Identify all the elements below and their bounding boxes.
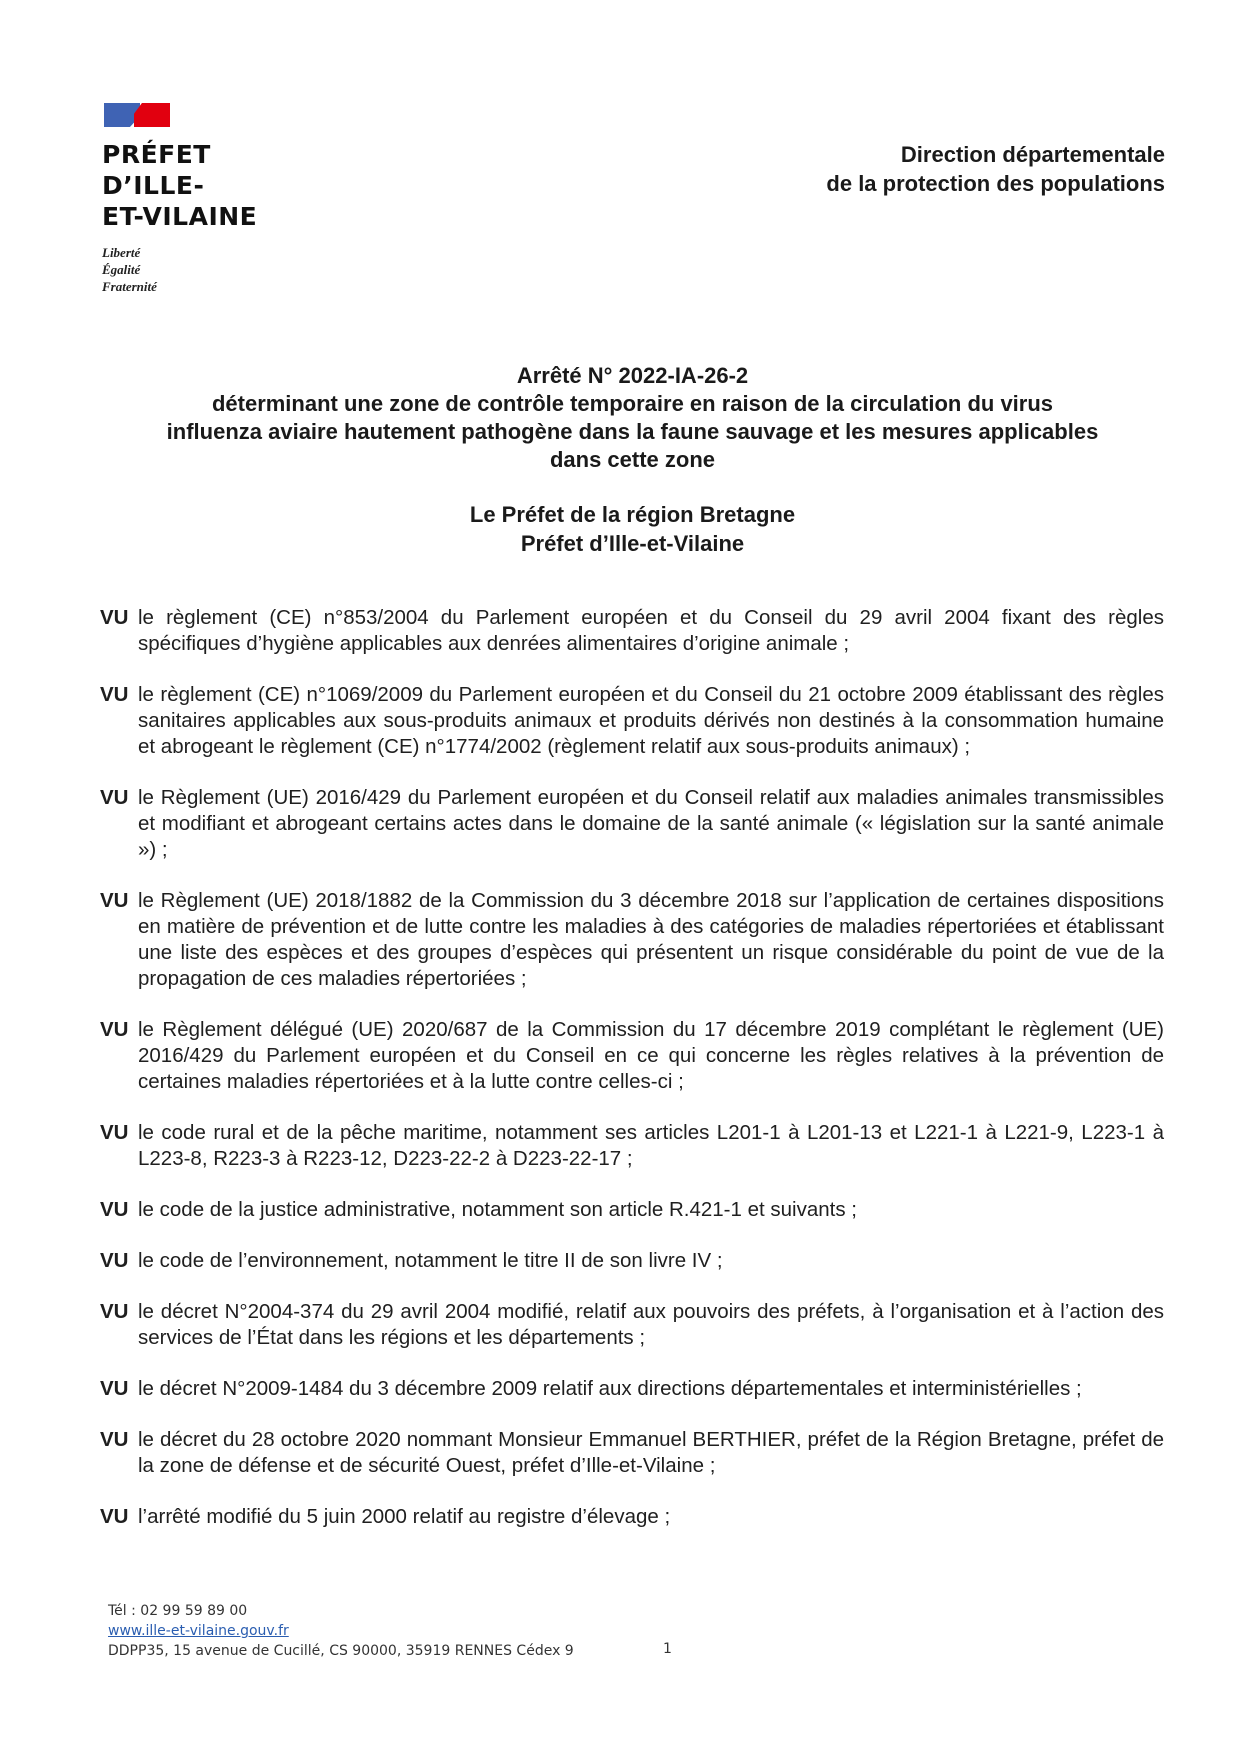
vu-label: VU <box>100 1427 129 1451</box>
vu-text: le Règlement (UE) 2018/1882 de la Commission du 3 décembre 2018 sur l’application de certaines dispositions en matière de prévention et de lutte contre les maladies à des catégories de maladies répertoriées et établissant une liste des espèces et des groupes d’espèces qui présentent un risque considérable du point de vue de la propagation de ces maladies répertoriées ; <box>138 888 1164 990</box>
authority-line: Le Préfet de la région Bretagne <box>469 502 796 527</box>
vu-item <box>100 1504 1164 1530</box>
vu-item <box>100 605 1164 657</box>
issuing-authority <box>95 500 1170 558</box>
vu-text: le décret N°2004-374 du 29 avril 2004 modifié, relatif aux pouvoirs des préfets, à l’organisation et à l’action des services de l’État dans les régions et les départements ; <box>138 1299 1164 1349</box>
decree-subject-line: dans cette zone <box>549 447 716 472</box>
flag-red-part <box>134 103 170 127</box>
vu-item <box>100 682 1164 760</box>
vu-label: VU <box>100 1299 129 1323</box>
footer-address: DDPP35, 15 avenue de Cucillé, CS 90000, 35919 RENNES Cédex 9 <box>108 1643 574 1659</box>
vu-label: VU <box>100 888 129 912</box>
page-number: 1 <box>663 1641 672 1657</box>
vu-item <box>100 1299 1164 1351</box>
prefecture-logo <box>102 103 257 295</box>
vu-text: le règlement (CE) n°853/2004 du Parlement européen et du Conseil du 29 avril 2004 fixant des règles spécifiques d’hygiène applicables aux denrées alimentaires d’origine animale ; <box>138 605 1164 655</box>
republic-motto <box>102 244 257 295</box>
vu-text: le code de l’environnement, notamment le titre II de son livre IV ; <box>138 1248 723 1272</box>
vu-item <box>100 1248 1164 1274</box>
vu-label: VU <box>100 1504 129 1528</box>
footer-website-link[interactable]: www.ille-et-vilaine.gouv.fr <box>108 1623 289 1639</box>
vu-label: VU <box>100 785 129 809</box>
issuing-direction <box>826 140 1165 198</box>
vu-text: le règlement (CE) n°1069/2009 du Parlement européen et du Conseil du 21 octobre 2009 établissant des règles sanitaires applicables aux sous-produits animaux et produits dérivés non destinés à la consommation humaine et abrogeant le règlement (CE) n°1774/2002 (règlement relatif aux sous-produits animaux) ; <box>138 682 1164 758</box>
vu-label: VU <box>100 682 129 706</box>
footer-phone: Tél : 02 99 59 89 00 <box>108 1603 248 1619</box>
decree-number: Arrêté N° 2022-IA-26-2 <box>516 363 749 388</box>
prefet-name-line: PRÉFET <box>102 140 211 169</box>
vu-label: VU <box>100 1248 129 1272</box>
prefet-name <box>102 139 257 232</box>
page-footer <box>108 1601 574 1661</box>
prefet-name-line: ET-VILAINE <box>102 202 258 231</box>
prefet-name-line: D’ILLE- <box>102 171 205 200</box>
vu-text: l’arrêté modifié du 5 juin 2000 relatif au registre d’élevage ; <box>138 1504 671 1528</box>
vu-text: le Règlement (UE) 2016/429 du Parlement européen et du Conseil relatif aux maladies animales transmissibles et modifiant et abrogeant certains actes dans le domaine de la santé animale (« législation sur la santé animale ») ; <box>138 785 1164 861</box>
direction-line: de la protection des populations <box>826 171 1165 196</box>
vu-text: le décret N°2009-1484 du 3 décembre 2009 relatif aux directions départementales et interministérielles ; <box>138 1376 1082 1400</box>
vu-label: VU <box>100 605 129 629</box>
motto-line: Liberté <box>102 245 141 260</box>
vu-item <box>100 1120 1164 1172</box>
vu-label: VU <box>100 1197 129 1221</box>
authority-line: Préfet d’Ille-et-Vilaine <box>520 531 745 556</box>
republic-flag-icon <box>104 103 176 127</box>
vu-item <box>100 1017 1164 1095</box>
vu-label: VU <box>100 1017 129 1041</box>
decree-subject-line: influenza aviaire hautement pathogène dans la faune sauvage et les mesures applicables <box>166 419 1099 444</box>
vu-text: le Règlement délégué (UE) 2020/687 de la Commission du 17 décembre 2019 complétant le règlement (UE) 2016/429 du Parlement européen et du Conseil en ce qui concerne les règles relatives à la prévention de certaines maladies répertoriées et à la lutte contre celles-ci ; <box>138 1017 1164 1093</box>
vu-text: le code de la justice administrative, notamment son article R.421-1 et suivants ; <box>138 1197 857 1221</box>
vu-item <box>100 1427 1164 1479</box>
motto-line: Fraternité <box>102 279 157 294</box>
decree-subject-line: déterminant une zone de contrôle temporaire en raison de la circulation du virus <box>211 391 1054 416</box>
vu-item <box>100 1197 1164 1223</box>
vu-text: le code rural et de la pêche maritime, notamment ses articles L201-1 à L201-13 et L221-1 à L221-9, L223-1 à L223-8, R223-3 à R223-12, D223-22-2 à D223-22-17 ; <box>138 1120 1164 1170</box>
vu-label: VU <box>100 1120 129 1144</box>
decree-title <box>95 362 1170 474</box>
vu-item <box>100 1376 1164 1402</box>
direction-line: Direction départementale <box>900 142 1165 167</box>
vu-label: VU <box>100 1376 129 1400</box>
vu-item <box>100 888 1164 992</box>
considerations-list <box>100 584 1164 1555</box>
vu-item <box>100 785 1164 863</box>
motto-line: Égalité <box>102 262 141 277</box>
vu-text: le décret du 28 octobre 2020 nommant Monsieur Emmanuel BERTHIER, préfet de la Région Bretagne, préfet de la zone de défense et de sécurité Ouest, préfet d’Ille-et-Vilaine ; <box>138 1427 1164 1477</box>
